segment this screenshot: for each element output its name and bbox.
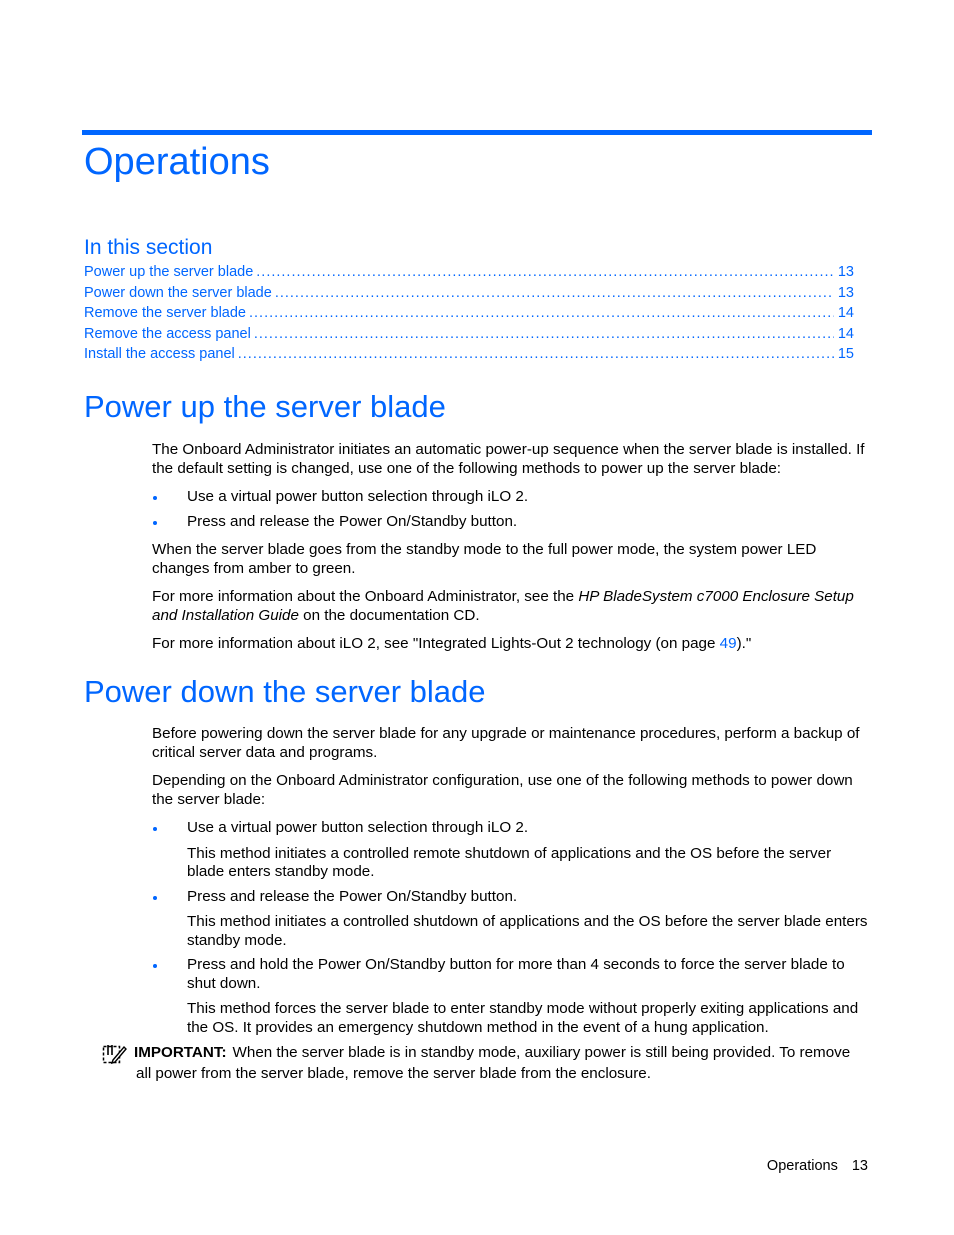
bullet-text: Press and release the Power On/Standby button. <box>187 512 518 530</box>
list-item <box>152 956 872 1037</box>
toc-leader <box>275 283 834 304</box>
chapter-title: Operations <box>84 141 270 183</box>
toc-item-page: 15 <box>837 346 854 362</box>
toc-item-page: 14 <box>837 305 854 321</box>
bullet-detail: This method initiates a controlled remote shutdown of applications and the OS before the server blade enters standby mode. <box>187 844 832 880</box>
toc-item-title: Power up the server blade <box>84 264 254 280</box>
oa-prefix: For more information about the Onboard Administrator, see the <box>152 588 579 605</box>
toc-item-power-up[interactable] <box>84 262 854 283</box>
footer-section: Operations <box>766 1158 838 1174</box>
toc-item-page: 13 <box>837 284 854 301</box>
power-up-bullets <box>152 488 872 531</box>
important-note <box>102 1043 862 1084</box>
toc-leader <box>238 344 834 365</box>
bullet-icon <box>153 521 157 525</box>
power-down-heading: Power down the server blade <box>84 674 486 709</box>
power-down-intro1: Before powering down the server blade for any upgrade or maintenance procedures, perform a backup of critical server data and programs. <box>152 725 860 761</box>
important-note-icon <box>102 1043 128 1072</box>
note-label: IMPORTANT: <box>134 1044 227 1061</box>
bullet-text: Press and hold the Power On/Standby button for more than 4 seconds to force the server blade to shut down. <box>187 956 845 992</box>
power-down-body <box>152 725 872 1047</box>
list-item <box>152 488 872 507</box>
bullet-detail: This method forces the server blade to enter standby mode without properly exiting applications and the OS. It provides an emergency shutdown method in the event of a hung application. <box>187 1000 859 1036</box>
toc-item-power-down[interactable] <box>84 283 854 304</box>
toc-heading: In this section <box>84 236 213 259</box>
toc-item-title: Install the access panel <box>84 346 235 362</box>
toc-item-page: 14 <box>837 325 854 342</box>
power-up-intro: The Onboard Administrator initiates an automatic power-up sequence when the server blade is installed. If the default setting is changed, use one of the following methods to power up the server blade: <box>152 441 865 477</box>
bullet-icon <box>153 964 157 968</box>
power-down-intro2: Depending on the Onboard Administrator configuration, use one of the following methods to power down the server blade: <box>152 772 853 808</box>
list-item <box>152 819 872 882</box>
toc-item-title: Remove the server blade <box>84 305 246 321</box>
toc-list <box>84 262 854 365</box>
toc-leader <box>249 303 834 324</box>
power-up-led-paragraph: When the server blade goes from the standby mode to the full power mode, the system power LED changes from amber to green. <box>152 541 817 577</box>
toc-item-remove-access-panel[interactable] <box>84 324 854 345</box>
ilo-prefix: For more information about iLO 2, see "Integrated Lights-Out 2 technology (on page <box>152 635 720 652</box>
bullet-text: Use a virtual power button selection through iLO 2. <box>187 819 529 836</box>
ilo-suffix: )." <box>736 635 752 652</box>
toc-leader <box>254 324 834 345</box>
power-up-ilo-paragraph <box>152 635 872 654</box>
toc-leader <box>256 262 834 283</box>
power-up-oa-paragraph <box>152 588 872 625</box>
page-footer <box>767 1158 868 1174</box>
oa-guide-title: HP BladeSystem c7000 Enclosure Setup and Installation Guide <box>152 588 854 624</box>
list-item <box>152 888 872 951</box>
bullet-icon <box>153 496 157 500</box>
bullet-text: Use a virtual power button selection through iLO 2. <box>187 488 529 505</box>
bullet-detail: This method initiates a controlled shutdown of applications and the OS before the server blade enters standby mode. <box>187 913 868 949</box>
power-up-heading: Power up the server blade <box>84 389 446 424</box>
chapter-rule <box>82 130 872 135</box>
list-item <box>152 513 872 532</box>
note-body: When the server blade is in standby mode, auxiliary power is still being provided. To remove all power from the server blade, remove the server blade from the enclosure. <box>136 1044 851 1082</box>
page-49-link[interactable]: 49 <box>719 635 737 652</box>
toc-item-remove-server-blade[interactable] <box>84 303 854 324</box>
bullet-icon <box>153 896 157 900</box>
bullet-icon <box>153 827 157 831</box>
oa-suffix: on the documentation CD. <box>298 606 480 624</box>
bullet-text: Press and release the Power On/Standby button. <box>187 887 518 905</box>
toc-item-title: Power down the server blade <box>84 284 272 301</box>
toc-item-install-access-panel[interactable] <box>84 344 854 365</box>
note-text <box>102 1043 862 1084</box>
power-down-bullets <box>152 819 872 1037</box>
toc-item-page: 13 <box>837 264 854 280</box>
power-up-body <box>152 441 872 664</box>
toc-item-title: Remove the access panel <box>84 325 251 342</box>
footer-page-number: 13 <box>851 1158 868 1174</box>
